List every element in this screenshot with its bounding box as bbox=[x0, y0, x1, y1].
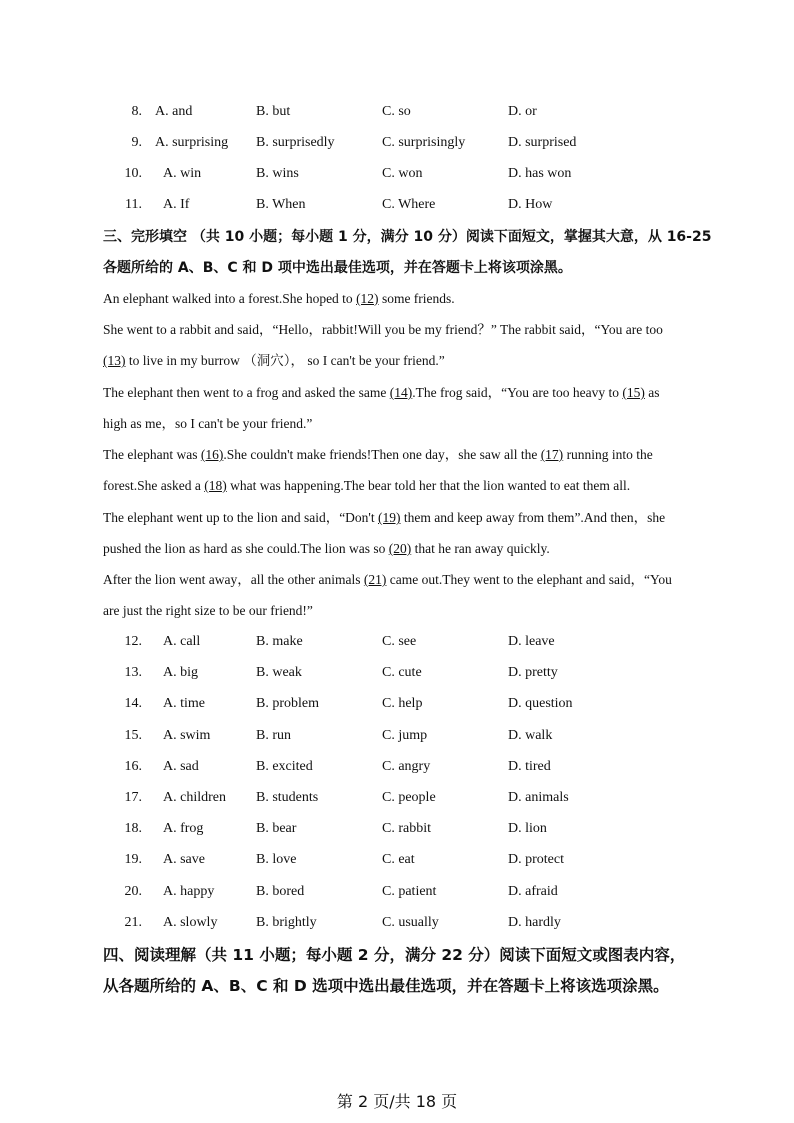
blank-12: (12) bbox=[356, 291, 379, 306]
option-row bbox=[0, 882, 794, 902]
option-d: D. tired bbox=[508, 758, 551, 774]
option-a: A. sad bbox=[163, 758, 199, 774]
passage-line: are just the right size to be our friend!” bbox=[103, 603, 313, 618]
option-c: C. Where bbox=[382, 197, 436, 212]
option-d: D. afraid bbox=[508, 883, 558, 899]
passage-line: The elephant went up to the lion and said，“Don't (19) them and keep away from them”.And then，she bbox=[103, 510, 666, 525]
option-row bbox=[0, 164, 794, 184]
option-c: C. usually bbox=[382, 914, 439, 930]
option-row bbox=[0, 195, 794, 215]
option-c: C. cute bbox=[382, 665, 422, 681]
option-b: B. problem bbox=[256, 696, 319, 712]
passage-line: high as me，so I can't be your friend.” bbox=[103, 416, 313, 431]
option-b: B. bored bbox=[256, 883, 305, 899]
option-b: B. excited bbox=[256, 758, 313, 774]
blank-21: (21) bbox=[363, 572, 387, 587]
option-row bbox=[0, 632, 794, 652]
option-a: A. happy bbox=[163, 883, 215, 899]
blank-14: (14) bbox=[389, 385, 413, 400]
page-footer: 第 2 页/共 18 页 bbox=[336, 1092, 458, 1111]
passage-line: forest.She asked a (18) what was happening.The bear told her that the lion wanted to eat them all. bbox=[103, 478, 631, 493]
section-3-heading-line2: 各题所给的 A、B、C 和 D 项中选出最佳选项，并在答题卡上将该项涂黑。 bbox=[103, 260, 572, 276]
option-row bbox=[0, 726, 794, 746]
passage-line: An elephant walked into a forest.She hoped to (12) some friends. bbox=[103, 291, 455, 306]
option-c: C. won bbox=[382, 166, 423, 181]
section-4-heading-line2: 从各题所给的 A、B、C 和 D 选项中选出最佳选项，并在答题卡上将该选项涂黑。 bbox=[103, 977, 669, 995]
option-row bbox=[0, 819, 794, 839]
question-number: 8. bbox=[131, 104, 142, 119]
option-d: D. pretty bbox=[508, 665, 558, 681]
question-number: 12. bbox=[124, 634, 142, 649]
option-d: D. animals bbox=[508, 790, 569, 805]
option-d: D. hardly bbox=[508, 914, 561, 930]
question-number: 17. bbox=[124, 790, 142, 805]
option-b: B. run bbox=[256, 727, 291, 743]
question-number: 15. bbox=[124, 727, 142, 743]
passage-line: The elephant then went to a frog and asked the same (14).The frog said，“You are too heavy to (15) as bbox=[103, 385, 660, 400]
passage-line: (13) to live in my burrow （洞穴）， so I can't be your friend.” bbox=[103, 353, 445, 368]
blank-16: (16) bbox=[200, 447, 224, 462]
option-b: B. wins bbox=[256, 166, 299, 181]
option-row bbox=[0, 133, 794, 153]
option-d: D. question bbox=[508, 696, 573, 712]
option-c: C. eat bbox=[382, 852, 415, 868]
section-4-heading-line1: 四、阅读理解（共 11 小题；每小题 2 分，满分 22 分）阅读下面短文或图表内容， bbox=[103, 946, 686, 964]
option-a: A. children bbox=[163, 790, 226, 805]
option-a: A. If bbox=[163, 197, 190, 212]
option-a: A. frog bbox=[163, 821, 204, 837]
option-a: A. big bbox=[163, 665, 198, 681]
option-c: C. see bbox=[382, 634, 417, 649]
question-number: 13. bbox=[124, 665, 142, 681]
option-a: A. save bbox=[163, 852, 205, 868]
passage-line: The elephant was (16).She couldn't make friends!Then one day，she saw all the (17) running into the bbox=[103, 447, 653, 462]
blank-17: (17) bbox=[540, 447, 564, 462]
passage-line: After the lion went away，all the other animals (21) came out.They went to the elephant and said，“You bbox=[103, 572, 672, 587]
option-b: B. brightly bbox=[256, 914, 317, 930]
question-number: 9. bbox=[131, 135, 142, 150]
option-d: D. surprised bbox=[508, 135, 577, 150]
option-a: A. and bbox=[155, 104, 193, 119]
option-row bbox=[0, 663, 794, 683]
question-number: 21. bbox=[124, 914, 142, 930]
blank-18: (18) bbox=[204, 478, 227, 493]
option-b: B. love bbox=[256, 852, 297, 868]
option-d: D. protect bbox=[508, 852, 564, 868]
option-row bbox=[0, 788, 794, 808]
option-c: C. people bbox=[382, 790, 436, 805]
question-number: 16. bbox=[124, 758, 142, 774]
option-c: C. so bbox=[382, 104, 411, 119]
option-a: A. slowly bbox=[163, 914, 218, 930]
blank-19: (19) bbox=[378, 510, 401, 525]
section-3-heading-line1: 三、完形填空 （共 10 小题；每小题 1 分，满分 10 分）阅读下面短文，掌握其大意，从 16-25 bbox=[103, 229, 712, 245]
question-number: 11. bbox=[125, 197, 142, 212]
option-a: A. swim bbox=[163, 727, 211, 743]
option-b: B. make bbox=[256, 634, 303, 649]
option-c: C. surprisingly bbox=[382, 135, 466, 150]
option-d: D. leave bbox=[508, 634, 555, 649]
option-b: B. When bbox=[256, 197, 306, 212]
option-c: C. help bbox=[382, 696, 423, 712]
option-a: A. time bbox=[163, 696, 205, 712]
option-d: D. How bbox=[508, 197, 553, 212]
blank-13: (13) bbox=[103, 353, 126, 368]
question-number: 14. bbox=[124, 696, 142, 712]
option-c: C. angry bbox=[382, 758, 431, 774]
option-d: D. walk bbox=[508, 727, 553, 743]
question-number: 18. bbox=[124, 821, 142, 837]
option-a: A. win bbox=[163, 166, 202, 181]
blank-15: (15) bbox=[622, 385, 645, 400]
question-number: 19. bbox=[124, 852, 142, 868]
option-b: B. surprisedly bbox=[256, 135, 335, 150]
passage-line: She went to a rabbit and said，“Hello，rabbit!Will you be my friend？” The rabbit said，“You are too bbox=[103, 322, 663, 337]
option-row bbox=[0, 694, 794, 714]
passage-line: pushed the lion as hard as she could.The lion was so (20) that he ran away quickly. bbox=[103, 541, 550, 556]
option-row bbox=[0, 757, 794, 777]
option-row bbox=[0, 102, 794, 122]
option-b: B. but bbox=[256, 104, 291, 119]
option-a: A. call bbox=[163, 634, 201, 649]
option-d: D. or bbox=[508, 104, 537, 119]
question-number: 20. bbox=[124, 883, 142, 899]
option-a: A. surprising bbox=[155, 135, 229, 150]
option-row bbox=[0, 850, 794, 870]
option-c: C. jump bbox=[382, 727, 428, 743]
question-number: 10. bbox=[124, 166, 142, 181]
option-c: C. rabbit bbox=[382, 821, 431, 837]
option-b: B. weak bbox=[256, 665, 302, 681]
option-row bbox=[0, 913, 794, 933]
option-b: B. bear bbox=[256, 821, 297, 837]
option-b: B. students bbox=[256, 790, 319, 805]
option-d: D. has won bbox=[508, 166, 572, 181]
option-c: C. patient bbox=[382, 883, 437, 899]
blank-20: (20) bbox=[388, 541, 412, 556]
option-d: D. lion bbox=[508, 821, 547, 837]
